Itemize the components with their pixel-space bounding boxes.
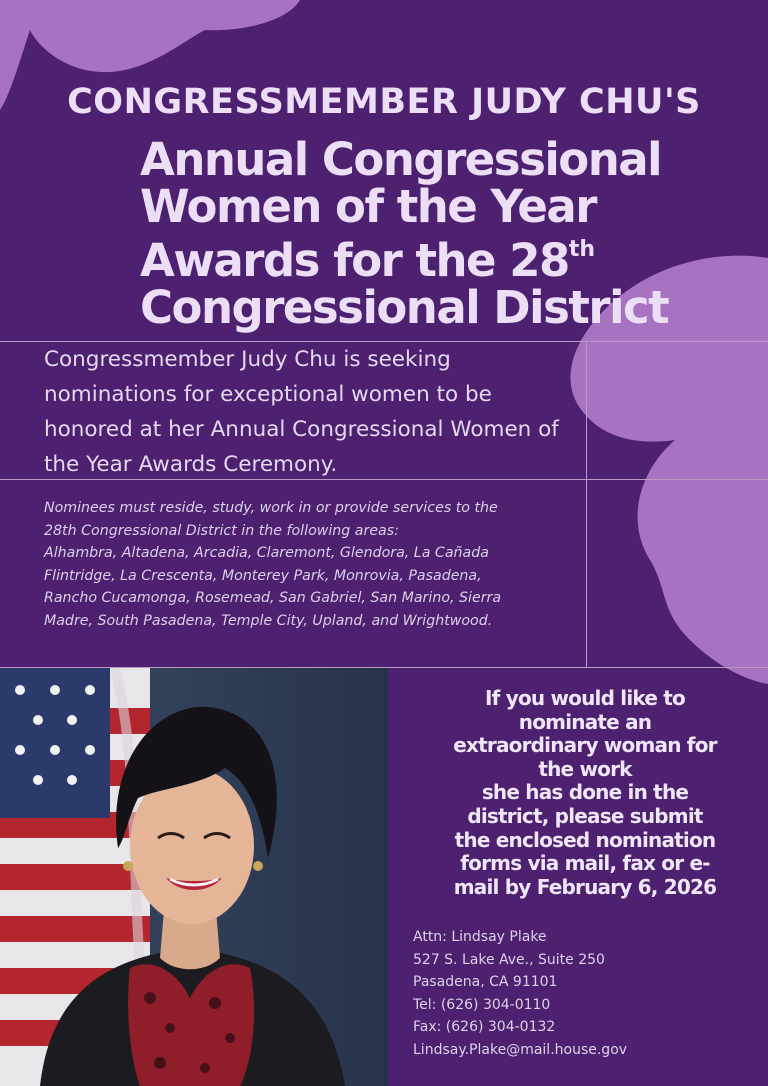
contact-attn: Attn: Lindsay Plake (413, 929, 547, 945)
cta-line: forms via mail, fax or e- (460, 851, 710, 876)
contact-address-line-1: 527 S. Lake Ave., Suite 250 (413, 951, 605, 968)
cta-line: she has done in the (481, 780, 689, 805)
main-title (140, 133, 700, 334)
contact-info (413, 926, 753, 1061)
eligibility-line: Nominees must reside, study, work in or provide services to the (44, 500, 498, 516)
title-superscript: th (568, 237, 596, 262)
cta-line: extraordinary woman for (453, 733, 717, 758)
title-line-2: Women of the Year (140, 180, 596, 233)
eligibility-line: Rancho Cucamonga, Rosemead, San Gabriel, San Marino, Sierra (44, 590, 502, 607)
eligibility-line: 28th Congressional District in the following areas: (44, 522, 399, 539)
title-line-3-text: Awards for the 28 (140, 234, 569, 287)
contact-phone: Tel: (626) 304-0110 (413, 996, 551, 1013)
intro-line: nominations for exceptional women to be (44, 382, 492, 407)
cta-line: If you would like to (485, 686, 685, 710)
intro-text (44, 342, 592, 482)
title-line-3 (140, 230, 700, 287)
contact-email[interactable]: Lindsay.Plake@mail.house.gov (413, 1041, 628, 1058)
title-line-4: Congressional District (140, 281, 669, 334)
cta-line: the work (538, 756, 632, 781)
eligibility-line: Alhambra, Altadena, Arcadia, Claremont, Glendora, La Cañada (44, 545, 489, 562)
cta-line: the enclosed nomination (454, 827, 716, 852)
intro-line: the Year Awards Ceremony. (44, 452, 338, 477)
intro-line: honored at her Annual Congressional Women of (44, 417, 559, 442)
eligibility-text (44, 497, 584, 633)
cta-line: district, please submit (467, 803, 703, 828)
cta-line: mail by February 6, 2026 (453, 874, 717, 899)
portrait-photo (0, 668, 388, 1086)
title-line-1: Annual Congressional (140, 133, 662, 186)
cta-line: nominate an (518, 709, 652, 734)
contact-address-line-2: Pasadena, CA 91101 (413, 974, 558, 990)
pre-title: CONGRESSMEMBER JUDY CHU'S (67, 82, 701, 122)
eligibility-line: Flintridge, La Crescenta, Monterey Park, Monrovia, Pasadena, (44, 567, 482, 584)
eligibility-line: Madre, South Pasadena, Temple City, Upland, and Wrightwood. (44, 612, 493, 629)
nomination-call-to-action (420, 687, 750, 899)
intro-line: Congressmember Judy Chu is seeking (44, 347, 451, 372)
contact-fax: Fax: (626) 304-0132 (413, 1019, 556, 1035)
portrait-photo-icon (0, 668, 388, 1086)
